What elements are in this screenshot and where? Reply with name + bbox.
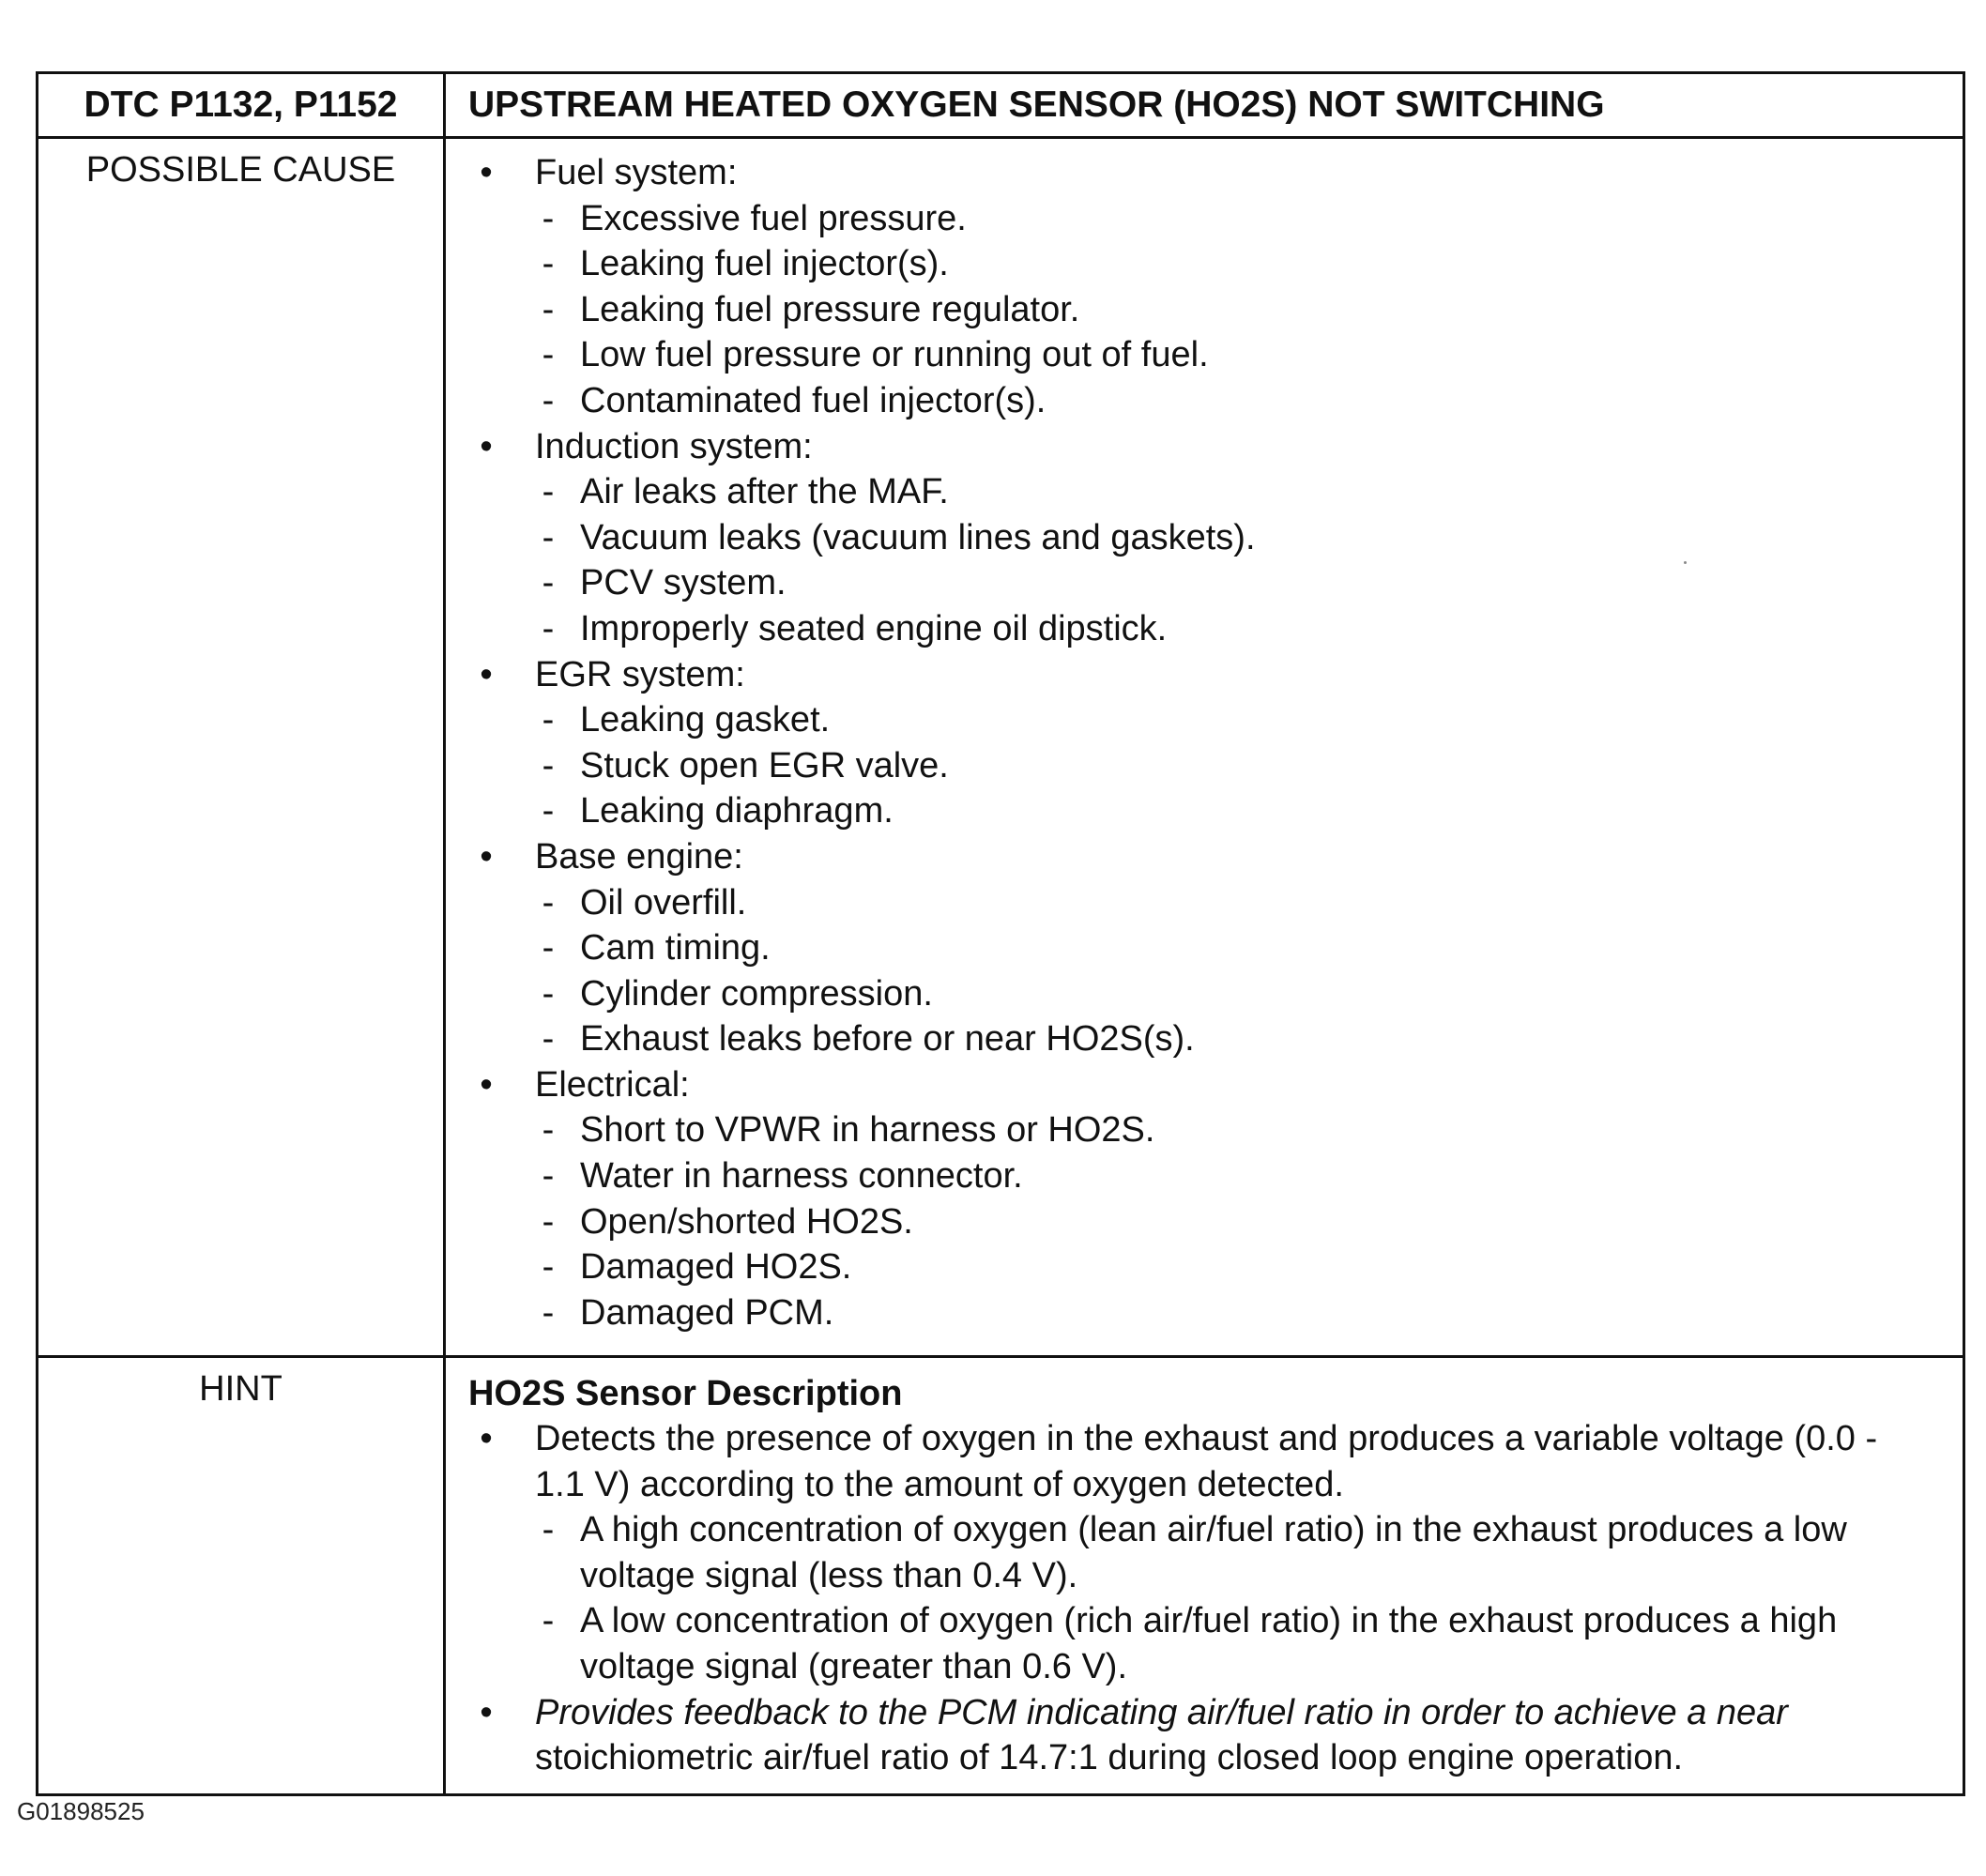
dash-icon: -	[542, 973, 555, 1014]
cause-group-egr-system	[468, 652, 1946, 834]
hint-row	[38, 1357, 1964, 1795]
dash-icon: -	[542, 745, 555, 785]
dash-icon: -	[542, 472, 555, 512]
cause-group-title	[468, 834, 1946, 880]
list-item	[468, 560, 1946, 606]
cause-group-label: Base engine:	[535, 836, 743, 877]
list-item	[468, 196, 1946, 242]
hint-label: HINT	[38, 1357, 445, 1795]
list-item	[468, 697, 1946, 743]
bullet-icon: •	[480, 1419, 493, 1458]
dash-icon: -	[542, 289, 555, 329]
scan-speck	[1684, 561, 1687, 564]
possible-cause-list	[445, 138, 1964, 1357]
dtc-table	[36, 71, 1965, 1796]
dash-icon: -	[542, 1601, 555, 1641]
list-item	[468, 1244, 1946, 1290]
dash-icon: -	[542, 1292, 555, 1333]
list-item	[468, 469, 1946, 515]
cause-group-title	[468, 1062, 1946, 1108]
hint-bullet-text-continued: stoichiometric air/fuel ratio of 14.7:1 during closed loop engine operation.	[535, 1738, 1684, 1778]
hint-sub-item	[468, 1507, 1946, 1598]
list-item-text: PCV system.	[580, 563, 787, 603]
dash-icon: -	[542, 791, 555, 831]
bullet-icon: •	[480, 1692, 493, 1732]
list-item-text: Open/shorted HO2S.	[580, 1201, 913, 1242]
list-item-text: Damaged PCM.	[580, 1292, 834, 1333]
dash-icon: -	[542, 335, 555, 375]
hint-title: HO2S Sensor Description	[468, 1374, 903, 1413]
list-item	[468, 378, 1946, 424]
hint-sub-item	[468, 1598, 1946, 1689]
dash-icon: -	[542, 563, 555, 603]
cause-group-label: Electrical:	[535, 1064, 690, 1105]
dash-icon: -	[542, 1201, 555, 1242]
dash-icon: -	[542, 1247, 555, 1288]
hint-sub-text: A low concentration of oxygen (rich air/fuel ratio) in the exhaust produces a high voltage signal (greater than 0.6 V).	[580, 1601, 1838, 1686]
list-item-text: Excessive fuel pressure.	[580, 198, 967, 238]
list-item-text: Stuck open EGR valve.	[580, 745, 949, 785]
cause-sub-list	[468, 880, 1946, 1062]
cause-group-label: EGR system:	[535, 654, 745, 694]
list-item-text: Cam timing.	[580, 928, 771, 969]
list-item-text: Cylinder compression.	[580, 973, 933, 1014]
dash-icon: -	[542, 198, 555, 238]
dash-icon: -	[542, 1110, 555, 1151]
cause-group-fuel-system	[468, 150, 1946, 424]
cause-group-title	[468, 652, 1946, 698]
dash-icon: -	[542, 1019, 555, 1060]
list-item	[468, 880, 1946, 926]
cause-sub-list	[468, 1107, 1946, 1335]
list-item-text: Leaking diaphragm.	[580, 791, 894, 831]
list-item-text: Low fuel pressure or running out of fuel.	[580, 335, 1209, 375]
possible-cause-label: POSSIBLE CAUSE	[38, 138, 445, 1357]
bullet-icon: •	[480, 836, 493, 877]
list-item	[468, 788, 1946, 834]
bullet-icon: •	[480, 654, 493, 694]
list-item-text: Air leaks after the MAF.	[580, 472, 949, 512]
cause-sub-list	[468, 469, 1946, 651]
list-item-text: Contaminated fuel injector(s).	[580, 380, 1046, 420]
dash-icon: -	[542, 244, 555, 284]
hint-bullet-text: Provides feedback to the PCM indicating air/fuel ratio in order to achieve a near	[535, 1692, 1788, 1732]
dtc-title: UPSTREAM HEATED OXYGEN SENSOR (HO2S) NOT SWITCHING	[445, 73, 1964, 138]
cause-sub-list	[468, 697, 1946, 834]
list-item	[468, 925, 1946, 971]
bullet-icon: •	[480, 153, 493, 192]
list-item	[468, 332, 1946, 378]
hint-content	[445, 1357, 1964, 1795]
cause-group-label: Fuel system:	[535, 153, 738, 192]
bullet-icon: •	[480, 1064, 493, 1105]
hint-bullet-text: Detects the presence of oxygen in the exhaust and produces a variable voltage (0.0 - 1.1 V) according to the amount of oxygen detected.	[535, 1419, 1878, 1504]
list-item-text: Exhaust leaks before or near HO2S(s).	[580, 1019, 1195, 1060]
dash-icon: -	[542, 882, 555, 923]
cause-group-base-engine	[468, 834, 1946, 1062]
list-item	[468, 1016, 1946, 1062]
dash-icon: -	[542, 608, 555, 648]
list-item	[468, 1199, 1946, 1245]
list-item-text: Leaking gasket.	[580, 700, 831, 740]
list-item	[468, 241, 1946, 287]
list-item	[468, 743, 1946, 789]
cause-group-title	[468, 424, 1946, 470]
cause-group-title	[468, 150, 1946, 196]
list-item-text: Improperly seated engine oil dipstick.	[580, 608, 1168, 648]
dash-icon: -	[542, 380, 555, 420]
list-item	[468, 287, 1946, 333]
cause-group-electrical	[468, 1062, 1946, 1336]
dash-icon: -	[542, 1510, 555, 1550]
list-item-text: Leaking fuel injector(s).	[580, 244, 949, 284]
cause-group-label: Induction system:	[535, 426, 813, 466]
cause-sub-list	[468, 196, 1946, 424]
dtc-code: DTC P1132, P1152	[38, 73, 445, 138]
list-item	[468, 1290, 1946, 1336]
figure-id: G01898525	[17, 1797, 145, 1825]
hint-sub-text: A high concentration of oxygen (lean air/fuel ratio) in the exhaust produces a low voltage signal (less than 0.4 V).	[580, 1510, 1847, 1595]
list-item	[468, 515, 1946, 561]
list-item-text: Vacuum leaks (vacuum lines and gaskets).	[580, 517, 1256, 557]
header-row	[38, 73, 1964, 138]
dash-icon: -	[542, 700, 555, 740]
list-item	[468, 1153, 1946, 1199]
list-item-text: Damaged HO2S.	[580, 1247, 852, 1288]
list-item	[468, 1107, 1946, 1153]
list-item-text: Oil overfill.	[580, 882, 747, 923]
list-item-text: Leaking fuel pressure regulator.	[580, 289, 1080, 329]
hint-bullet	[468, 1690, 1946, 1781]
list-item	[468, 971, 1946, 1017]
dash-icon: -	[542, 928, 555, 969]
list-item	[468, 606, 1946, 652]
list-item-text: Water in harness connector.	[580, 1156, 1023, 1197]
cause-group-induction-system	[468, 424, 1946, 652]
dash-icon: -	[542, 517, 555, 557]
possible-cause-row	[38, 138, 1964, 1357]
dash-icon: -	[542, 1156, 555, 1197]
list-item-text: Short to VPWR in harness or HO2S.	[580, 1110, 1155, 1151]
bullet-icon: •	[480, 426, 493, 466]
hint-bullet	[468, 1416, 1946, 1507]
